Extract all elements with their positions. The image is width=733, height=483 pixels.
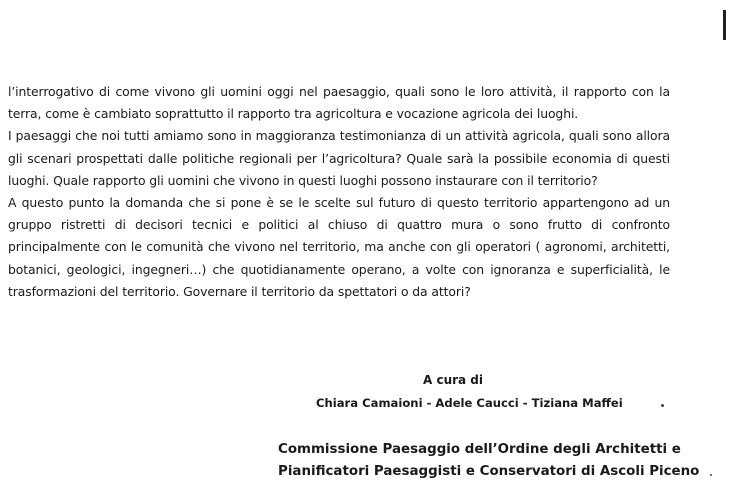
paragraph-3: A questo punto la domanda che si pone è se le scelte sul futuro di questo territorio appartengono ad un gruppo ristretti di decisori tecnici e politici al chiuso di quattro mura o sono frutto di confronto principalmente con le comunità che vivono nel territorio, ma anche con gli operatori ( agronomi, architetti, botanici, geologici, ingegneri…) che quotidianamente operano, a volte con ignoranza e superficialità, le trasformazioni del territorio. Governare il territorio da spettatori o da attori? — [8, 195, 670, 299]
organization-line-1: Commissione Paesaggio dell’Ordine degli Architetti e — [278, 442, 681, 457]
scan-margin-mark — [723, 10, 726, 40]
organization-line-2: Pianificatori Paesaggisti e Conservatori di Ascoli Piceno — [278, 464, 700, 479]
organization-block — [278, 439, 718, 483]
paragraph-2: I paesaggi che noi tutti amiamo sono in maggioranza testimonianza di un attività agricola, quali sono allora gli scenari prospettati dalle politiche regionali per l’agricoltura? Quale sarà la possibile economia di questi luoghi. Quale rapporto gli uomini che vivono in questi luoghi possono instaurare con il territorio? — [8, 128, 670, 188]
scan-speck — [661, 404, 664, 407]
credit-label: A cura di — [422, 373, 484, 387]
credit-names: Chiara Camaioni - Adele Caucci - Tiziana Maffei — [316, 396, 623, 410]
paragraph-1: l’interrogativo di come vivono gli uomini oggi nel paesaggio, quali sono le loro attività, il rapporto con la terra, come è cambiato soprattutto il rapporto tra agricoltura e vocazione agricola dei luoghi. — [8, 84, 670, 122]
body-text — [8, 81, 670, 303]
